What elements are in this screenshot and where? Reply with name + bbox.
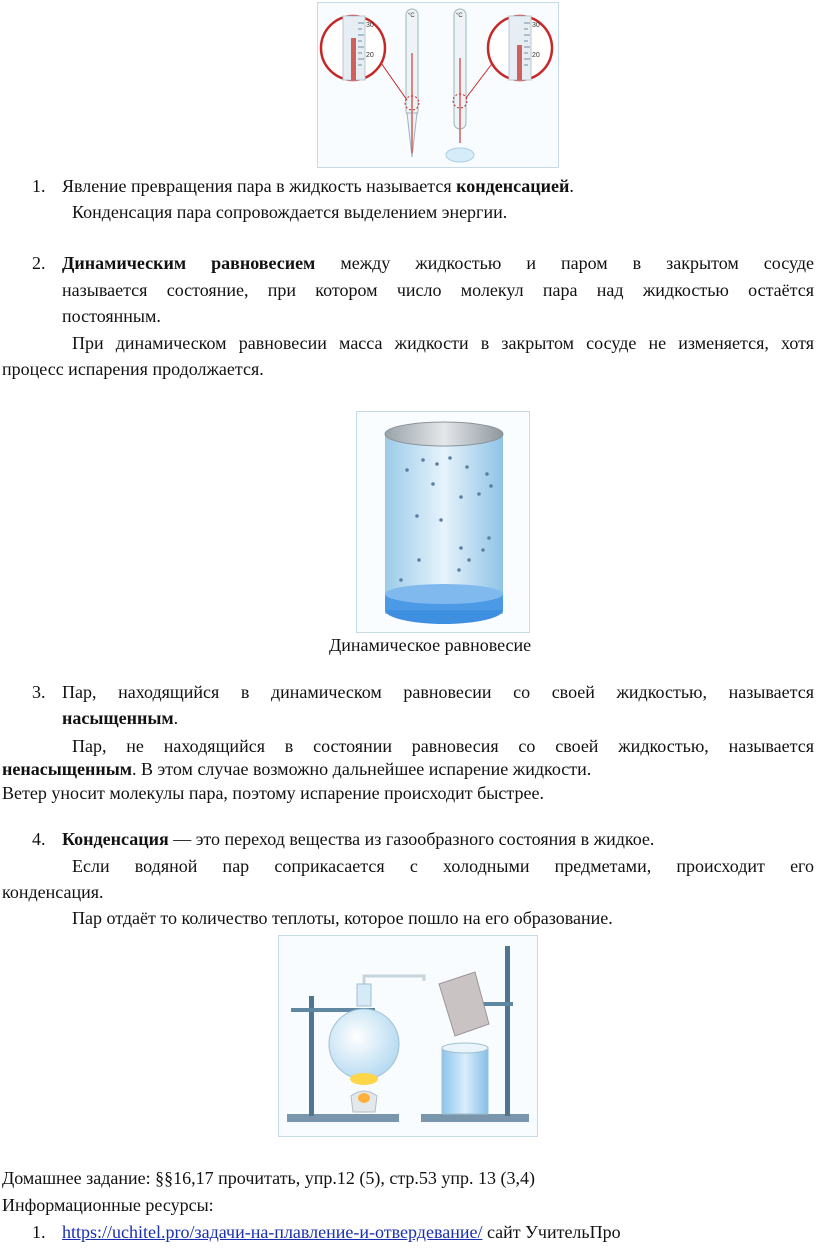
right-scale-30: 30 [532, 22, 540, 29]
item3-paragraph-line1: Пар, не находящийся в состоянии равновесия со своей жидкостью, называется [72, 736, 814, 756]
condensation-apparatus-figure [278, 935, 538, 1137]
item3-term2: ненасыщенным [2, 759, 133, 779]
item3-paragraph3: Ветер уносит молекулы пара, поэтому испарение происходит быстрее. [2, 783, 544, 803]
item3-line1: Пар, находящийся в динамическом равновесии со своей жидкостью, называется [62, 682, 814, 702]
item4-term: Конденсация [62, 829, 169, 849]
item1-paragraph: Конденсация пара сопровождается выделением энергии. [72, 202, 508, 222]
item3-paragraph-line2-rest: . В этом случае возможно дальнейшее испарение жидкости. [132, 759, 592, 779]
item1-term: конденсацией [456, 176, 570, 196]
item2-line2: называется состояние, при котором число молекул пара над жидкостью остаётся [62, 280, 814, 300]
item3-number: 3. [32, 682, 46, 702]
homework-text: Домашнее задание: §§16,17 прочитать, упр.12 (5), стр.53 упр. 13 (3,4) [2, 1168, 536, 1188]
dynamic-equilibrium-figure [356, 411, 530, 633]
resources-label: Информационные ресурсы: [2, 1195, 214, 1215]
right-unit-label: °C [456, 13, 463, 19]
item1-number: 1. [32, 176, 46, 196]
item2-line3: постоянным. [62, 306, 161, 326]
item4-paragraph-line2: конденсация. [2, 882, 104, 902]
left-unit-label: °C [408, 13, 415, 19]
item1-text-after: . [569, 176, 574, 196]
item3-term: насыщенным [62, 708, 174, 728]
item4-line1 [62, 828, 654, 850]
item2-term: Динамическим равновесием [62, 253, 316, 273]
thermometer-figure [317, 2, 559, 168]
item1-definition [62, 175, 574, 197]
item2-line1-rest: между жидкостью и паром в закрытом сосуде [315, 253, 814, 273]
item3-term-after: . [173, 708, 179, 728]
resource-line [62, 1221, 621, 1243]
item2-paragraph-line2: процесс испарения продолжается. [2, 359, 264, 379]
left-scale-30: 30 [366, 22, 374, 29]
right-scale-20: 20 [532, 52, 540, 59]
item4-paragraph-line1: Если водяной пар соприкасается с холодными предметами, происходит его [72, 856, 814, 876]
item2-number: 2. [32, 253, 46, 273]
left-scale-20: 20 [366, 52, 374, 59]
item4-number: 4. [32, 829, 46, 849]
resource-suffix: сайт УчительПро [482, 1222, 621, 1242]
item2-line1 [62, 252, 814, 274]
item3-line2 [62, 707, 178, 729]
item4-line1-rest: — это переход вещества из газообразного состояния в жидкое. [168, 829, 655, 849]
apparatus-illustration [279, 936, 537, 1136]
figure2-caption: Динамическое равновесие [329, 635, 532, 655]
item4-paragraph3: Пар отдаёт то количество теплоты, которое пошло на его образование. [72, 908, 613, 928]
resource-link[interactable]: https://uchitel.pro/задачи-на-плавление-и-отвердевание/ [62, 1222, 483, 1242]
item1-text-before: Явление превращения пара в жидкость называется [62, 176, 457, 196]
cylinder-illustration [357, 412, 529, 632]
item3-paragraph-line2 [2, 758, 591, 780]
item2-paragraph-line1: При динамическом равновесии масса жидкости в закрытом сосуде не изменяется, хотя [72, 333, 814, 353]
resource-number: 1. [32, 1222, 46, 1242]
thermometers-illustration [318, 3, 558, 167]
